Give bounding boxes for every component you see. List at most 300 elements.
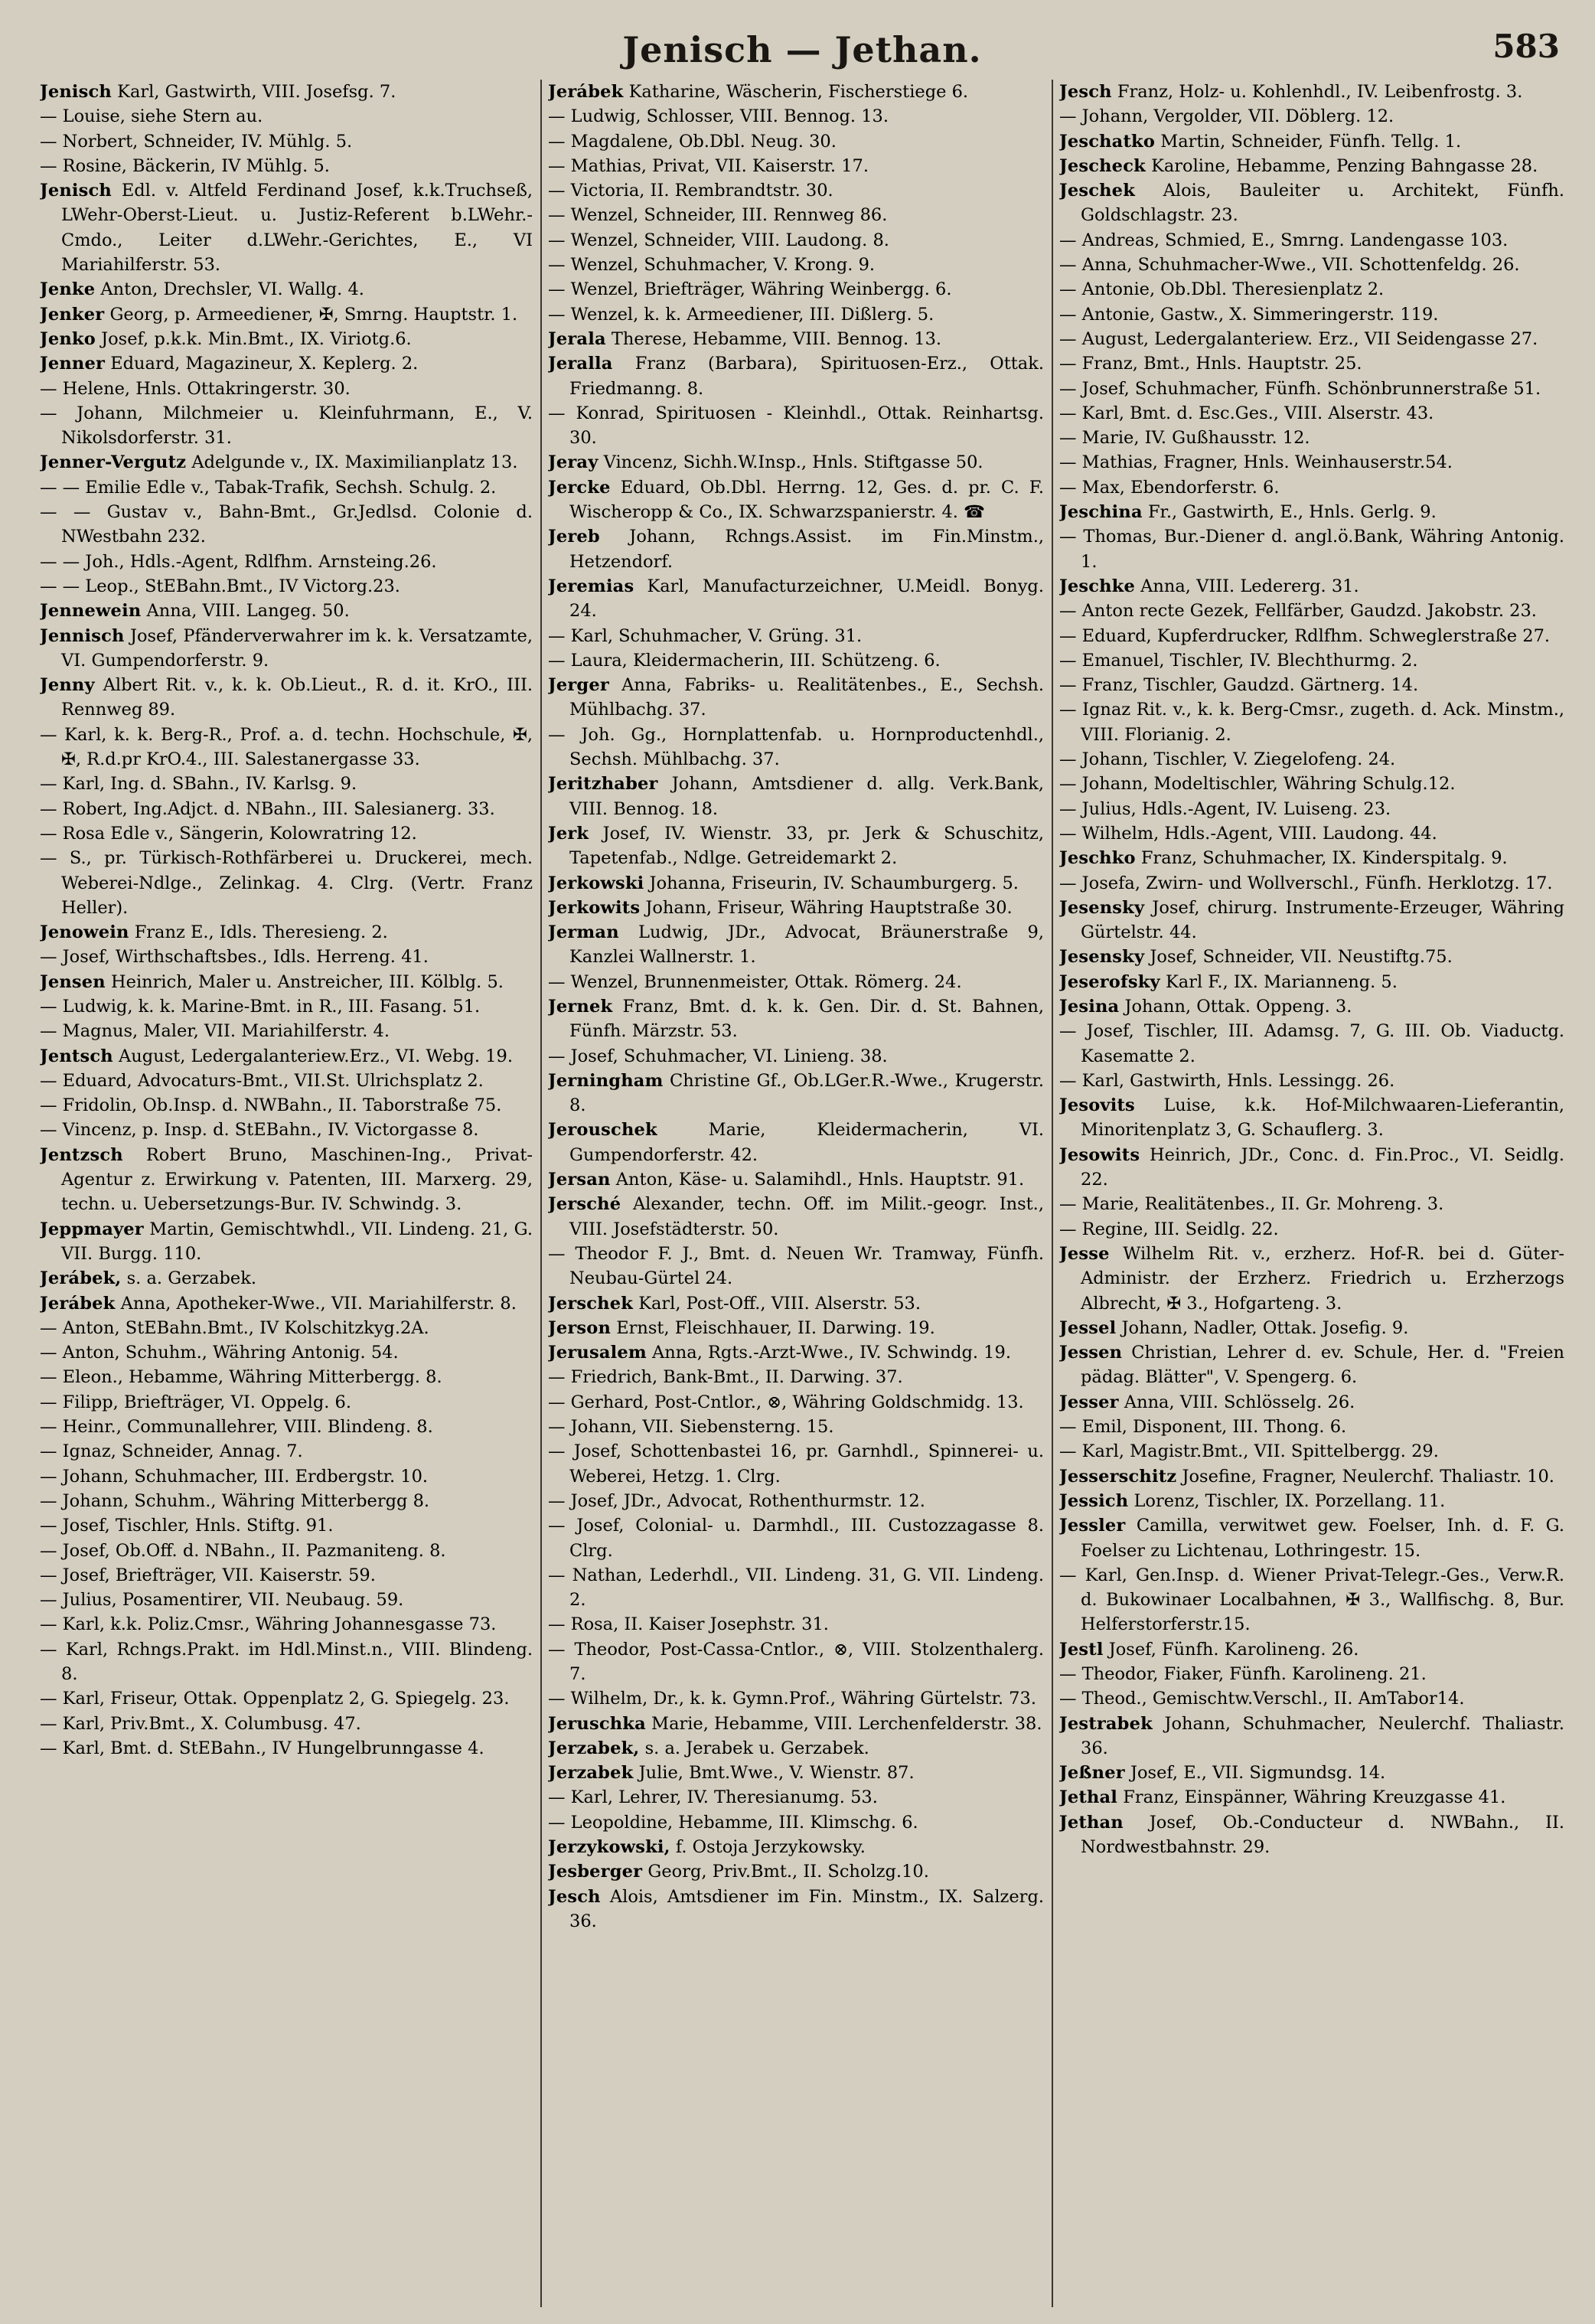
directory-entry (40, 1069, 533, 1093)
entry-surname: Jerzykowski, (548, 1837, 670, 1858)
directory-entry (40, 1712, 533, 1736)
entry-text: — Josef, Colonial- u. Darmhdl., III. Custozzagasse 8. Clrg. (548, 1516, 1044, 1561)
entry-text: — Rosa, II. Kaiser Josephstr. 31. (548, 1614, 829, 1635)
entry-text: Anna, VIII. Schlösselg. 26. (1124, 1392, 1355, 1412)
directory-entry (1059, 871, 1564, 896)
entry-surname: Jesberger (548, 1862, 643, 1882)
directory-entry (1059, 1686, 1564, 1711)
directory-entry (1059, 648, 1564, 673)
directory-entry (548, 1761, 1044, 1785)
directory-columns (40, 80, 1564, 2307)
directory-entry (1059, 1143, 1564, 1193)
directory-entry (40, 1143, 533, 1217)
entry-text: — Magdalene, Ob.Dbl. Neug. 30. (548, 131, 837, 152)
entry-text: Martin, Schneider, Fünfh. Tellg. 1. (1160, 131, 1462, 152)
directory-entry (1059, 1712, 1564, 1761)
directory-entry (1059, 1217, 1564, 1242)
directory-entry (1059, 1513, 1564, 1563)
entry-text: Edl. v. Altfeld Ferdinand Josef, k.k.Truchseß, LWehr-Oberst-Lieut. u. Justiz-Referent b.LWehr.-Cmdo., Leiter d.LWehr.-Gerichtes, E., VI Mariahilferstr. 53. (61, 181, 533, 276)
entry-text: Luise, k.k. Hof-Milchwaaren-Lieferantin, Minoritenplatz 3, G. Schauflerg. 3. (1081, 1095, 1564, 1141)
directory-entry (40, 945, 533, 969)
directory-entry (1059, 154, 1564, 178)
entry-text: — Wenzel, Schneider, III. Rennweg 86. (548, 205, 888, 226)
entry-text: Wilhelm Rit. v., erzherz. Hof-R. bei d. Güter-Administr. der Erzherz. Friedrich u. Erzherzogs Albrecht, ✠ 3., Hofgarteng. 3. (1081, 1243, 1564, 1314)
entry-text: Josef, chirurg. Instrumente-Erzeuger, Währing Gürtelstr. 44. (1081, 897, 1564, 943)
entry-surname: Jerábek (40, 1293, 116, 1314)
entry-text: Karoline, Hebamme, Penzing Bahngasse 28. (1151, 155, 1538, 176)
directory-entry (40, 1365, 533, 1389)
entry-text: — Eleon., Hebamme, Währing Mitterbergg. 8. (40, 1367, 442, 1388)
entry-text: Anna, Apotheker-Wwe., VII. Mariahilferstr. 8. (120, 1293, 517, 1314)
directory-entry (1059, 945, 1564, 969)
entry-text: — Emanuel, Tischler, IV. Blechthurmg. 2. (1059, 650, 1418, 671)
entry-text: Anna, VIII. Langeg. 50. (146, 601, 350, 622)
directory-entry (40, 1612, 533, 1637)
entry-text: Johann, Nadler, Ottak. Josefig. 9. (1121, 1317, 1409, 1338)
directory-entry (1059, 1637, 1564, 1662)
entry-text: — Johann, Milchmeier u. Kleinfuhrmann, E., V. Nikolsdorferstr. 31. (40, 403, 533, 449)
directory-entry (40, 1736, 533, 1761)
entry-surname: Jesina (1059, 996, 1120, 1017)
directory-entry (1059, 178, 1564, 228)
directory-entry (40, 723, 533, 772)
entry-text: — Max, Ebendorferstr. 6. (1059, 477, 1280, 498)
page-number: 583 (1492, 28, 1560, 65)
entry-surname: Jerala (548, 328, 606, 349)
directory-entry (548, 351, 1044, 401)
entry-text: Georg, p. Armeediener, ✠, Smrng. Hauptstr. 1. (109, 304, 518, 325)
entry-surname: Jeray (548, 452, 599, 473)
directory-entry (40, 550, 533, 574)
entry-text: — Karl, Bmt. d. StEBahn., IV Hungelbrunngasse 4. (40, 1738, 484, 1758)
entry-surname: Jeschatko (1059, 131, 1156, 152)
directory-entry (548, 80, 1044, 104)
entry-text: — Julius, Posamentirer, VII. Neubaug. 59. (40, 1590, 404, 1611)
entry-surname: Jesovits (1059, 1095, 1135, 1116)
directory-entry (40, 178, 533, 277)
entry-text: — Johann, Schuhm., Währing Mitterbergg 8. (40, 1490, 430, 1511)
entry-surname: Jereb (548, 527, 600, 547)
entry-text: Johann, Friseur, Währing Hauptstraße 30. (645, 897, 1013, 918)
entry-surname: Jessen (1059, 1343, 1123, 1363)
directory-entry (548, 1415, 1044, 1439)
entry-text: Josef, Schneider, VII. Neustiftg.75. (1150, 947, 1453, 968)
entry-text: — Eduard, Kupferdrucker, Rdlfhm. Schweglerstraße 27. (1059, 625, 1551, 646)
directory-entry (40, 302, 533, 327)
entry-text: — Franz, Bmt., Hnls. Hauptstr. 25. (1059, 354, 1362, 374)
entry-text: Franz, Schuhmacher, IX. Kinderspitalg. 9. (1140, 848, 1508, 869)
entry-surname: Jennisch (40, 625, 125, 646)
directory-entry (1059, 673, 1564, 697)
entry-surname: Jesser (1059, 1392, 1119, 1412)
directory-entry (40, 772, 533, 796)
entry-surname: Jenner-Vergutz (40, 452, 187, 473)
entry-text: — Emil, Disponent, III. Thong. 6. (1059, 1417, 1347, 1438)
column-3 (1059, 80, 1564, 2307)
entry-text: Heinrich, Maler u. Anstreicher, III. Kölblg. 5. (111, 971, 504, 992)
entry-text: — Karl, Magistr.Bmt., VII. Spittelbergg. 29. (1059, 1441, 1439, 1462)
entry-text: Franz E., Idls. Theresieng. 2. (134, 922, 388, 943)
entry-text: Fr., Gastwirth, E., Hnls. Gerlg. 9. (1147, 502, 1437, 523)
entry-text: — Johann, Tischler, V. Ziegelofeng. 24. (1059, 749, 1396, 770)
entry-text: Karl F., IX. Marianneng. 5. (1165, 971, 1398, 992)
entry-text: — — Emilie Edle v., Tabak-Trafik, Sechsh. Schulg. 2. (40, 477, 497, 498)
directory-entry (548, 1563, 1044, 1613)
directory-entry (40, 1291, 533, 1316)
entry-surname: Jessel (1059, 1317, 1117, 1338)
directory-entry (1059, 1093, 1564, 1143)
entry-text: Anna, Rgts.-Arzt-Wwe., IV. Schwindg. 19. (652, 1343, 1011, 1363)
entry-text: Franz, Bmt. d. k. k. Gen. Dir. d. St. Bahnen, Fünfh. Märzstr. 53. (569, 996, 1044, 1042)
directory-entry (1059, 351, 1564, 376)
entry-text: Franz (Barbara), Spirituosen-Erz., Ottak. Friedmanng. 8. (569, 354, 1044, 399)
directory-entry (40, 846, 533, 920)
directory-entry (40, 970, 533, 994)
directory-entry (1059, 970, 1564, 994)
entry-surname: Jenner (40, 354, 106, 374)
directory-entry (1059, 327, 1564, 351)
entry-text: — Anna, Schuhmacher-Wwe., VII. Schottenfeldg. 26. (1059, 255, 1520, 276)
directory-entry (548, 1810, 1044, 1835)
entry-text: f. Ostoja Jerzykowsky. (675, 1837, 866, 1858)
entry-surname: Jenny (40, 675, 95, 696)
entry-text: — Theodor F. J., Bmt. d. Neuen Wr. Tramway, Fünfh. Neubau-Gürtel 24. (548, 1243, 1044, 1289)
directory-entry (548, 1859, 1044, 1884)
directory-entry (548, 327, 1044, 351)
directory-entry (1059, 1316, 1564, 1340)
entry-surname: Jeschko (1059, 848, 1136, 869)
directory-entry (40, 1637, 533, 1687)
entry-text: Camilla, verwitwet gew. Foelser, Inh. d. F. G. Foelser zu Lichtenau, Lothringestr. 15. (1081, 1516, 1564, 1561)
directory-entry (1059, 821, 1564, 846)
directory-entry (1059, 624, 1564, 648)
entry-text: — Theodor, Fiaker, Fünfh. Karolineng. 21. (1059, 1664, 1427, 1684)
entry-text: — Karl, Gastwirth, Hnls. Lessingg. 26. (1059, 1070, 1395, 1091)
entry-text: — Josef, Ob.Off. d. NBahn., II. Pazmaniteng. 8. (40, 1540, 446, 1561)
entry-text: — Johann, VII. Siebensterng. 15. (548, 1417, 834, 1438)
directory-entry (548, 896, 1044, 920)
entry-surname: Jeritzhaber (548, 774, 658, 795)
directory-entry (40, 1266, 533, 1291)
directory-entry (1059, 228, 1564, 253)
directory-entry (40, 1415, 533, 1439)
entry-text: — Karl, Priv.Bmt., X. Columbusg. 47. (40, 1713, 361, 1734)
entry-text: — Regine, III. Seidlg. 22. (1059, 1219, 1279, 1239)
entry-surname: Jerk (548, 823, 589, 844)
directory-entry (1059, 1069, 1564, 1093)
entry-surname: Jesserschitz (1059, 1466, 1177, 1487)
column-divider (1052, 80, 1053, 2307)
directory-entry (548, 723, 1044, 772)
directory-entry (40, 1340, 533, 1365)
entry-surname: Jerusalem (548, 1343, 647, 1363)
column-divider (540, 80, 542, 2307)
directory-entry (548, 648, 1044, 673)
entry-surname: Jerson (548, 1317, 612, 1338)
directory-entry (1059, 1761, 1564, 1785)
entry-text: — Johann, Schuhmacher, III. Erdbergstr. 10. (40, 1466, 429, 1487)
directory-entry (40, 277, 533, 302)
directory-entry (1059, 401, 1564, 426)
directory-entry (1059, 500, 1564, 524)
entry-text: — Karl, Ing. d. SBahn., IV. Karlsg. 9. (40, 774, 357, 795)
directory-entry (40, 599, 533, 623)
directory-entry (40, 1686, 533, 1711)
directory-entry (40, 1316, 533, 1340)
directory-entry (548, 277, 1044, 302)
entry-text: — Antonie, Gastw., X. Simmeringerstr. 119. (1059, 304, 1439, 325)
directory-entry (40, 1217, 533, 1267)
entry-surname: Jestl (1059, 1639, 1104, 1660)
entry-surname: Jentzsch (40, 1144, 123, 1165)
entry-surname: Jerschek (548, 1293, 634, 1314)
directory-entry (1059, 1242, 1564, 1316)
directory-entry (548, 1439, 1044, 1489)
entry-text: — Anton, StEBahn.Bmt., IV Kolschitzkyg.2A. (40, 1317, 429, 1338)
entry-surname: Jescheck (1059, 155, 1146, 176)
directory-entry (40, 1588, 533, 1612)
directory-entry (40, 1044, 533, 1069)
directory-entry (548, 129, 1044, 154)
entry-text: Ernst, Fleischhauer, II. Darwing. 19. (616, 1317, 935, 1338)
directory-entry (548, 253, 1044, 277)
entry-surname: Jenisch (40, 82, 112, 102)
entry-text: Alexander, techn. Off. im Milit.-geogr. Inst., VIII. Josefstädterstr. 50. (569, 1194, 1044, 1239)
directory-entry (40, 821, 533, 846)
directory-entry (40, 80, 533, 104)
entry-text: Alois, Bauleiter u. Architekt, Fünfh. Goldschlagstr. 23. (1081, 181, 1564, 226)
entry-text: — Louise, siehe Stern au. (40, 106, 263, 127)
directory-entry (548, 1316, 1044, 1340)
entry-text: — Thomas, Bur.-Diener d. angl.ö.Bank, Währing Antonig. 1. (1059, 527, 1564, 572)
directory-entry (40, 327, 533, 351)
directory-entry (40, 1489, 533, 1513)
entry-text: Martin, Gemischtwhdl., VII. Lindeng. 21, G. VII. Burgg. 110. (61, 1219, 533, 1264)
entry-text: — Josef, Tischler, Hnls. Stiftg. 91. (40, 1516, 334, 1536)
entry-text: Albert Rit. v., k. k. Ob.Lieut., R. d. it. KrO., III. Rennweg 89. (61, 675, 533, 720)
directory-entry (548, 994, 1044, 1044)
entry-text: — Josefa, Zwirn- und Wollverschl., Fünfh. Herklotzg. 17. (1059, 873, 1553, 893)
directory-entry (1059, 80, 1564, 104)
entry-text: Franz, Einspänner, Währing Kreuzgasse 41. (1123, 1787, 1506, 1808)
directory-entry (548, 154, 1044, 178)
directory-entry (40, 1464, 533, 1489)
entry-surname: Jerkowits (548, 897, 641, 918)
directory-entry (40, 1118, 533, 1142)
entry-text: Johanna, Friseurin, IV. Schaumburgerg. 5. (649, 873, 1019, 893)
directory-entry (1059, 426, 1564, 450)
directory-entry (1059, 1192, 1564, 1216)
directory-entry (548, 871, 1044, 896)
entry-surname: Jenisch (40, 181, 112, 201)
directory-entry (40, 1093, 533, 1118)
directory-entry (548, 1835, 1044, 1859)
directory-entry (548, 821, 1044, 871)
entry-text: — Fridolin, Ob.Insp. d. NWBahn., II. Taborstraße 75. (40, 1095, 502, 1116)
entry-text: Franz, Holz- u. Kohlenhdl., IV. Leibenfrostg. 3. (1117, 82, 1523, 102)
directory-entry (548, 450, 1044, 475)
entry-text: — Wenzel, k. k. Armeediener, III. Dißlerg. 5. (548, 304, 934, 325)
entry-text: Ludwig, JDr., Advocat, Bräunerstraße 9, Kanzlei Wallnerstr. 1. (569, 922, 1044, 968)
directory-entry (1059, 129, 1564, 154)
entry-text: — Robert, Ing.Adjct. d. NBahn., III. Salesianerg. 33. (40, 798, 495, 819)
entry-text: — Karl, Rchngs.Prakt. im Hdl.Minst.n., VIII. Blindeng. 8. (40, 1639, 533, 1684)
entry-text: — — Joh., Hdls.-Agent, Rdlfhm. Arnsteing.26. (40, 551, 437, 572)
entry-text: — Konrad, Spirituosen - Kleinhdl., Ottak. Reinhartsg. 30. (548, 403, 1044, 449)
entry-text: — Ludwig, k. k. Marine-Bmt. in R., III. Fasang. 51. (40, 996, 481, 1017)
entry-text: — Wenzel, Schneider, VIII. Laudong. 8. (548, 230, 889, 250)
directory-entry (1059, 475, 1564, 500)
directory-entry (40, 624, 533, 674)
entry-text: Anton, Drechsler, VI. Wallg. 4. (100, 279, 364, 300)
directory-entry (1059, 277, 1564, 302)
directory-entry (548, 970, 1044, 994)
entry-text: — — Gustav v., Bahn-Bmt., Gr.Jedlsd. Colonie d. NWestbahn 232. (40, 502, 533, 547)
entry-surname: Jeppmayer (40, 1219, 144, 1239)
directory-entry (1059, 377, 1564, 401)
entry-text: — Nathan, Lederhdl., VII. Lindeng. 31, G. VII. Lindeng. 2. (548, 1565, 1044, 1611)
entry-text: Johann, Amtsdiener d. allg. Verk.Bank, VIII. Bennog. 18. (569, 774, 1044, 819)
directory-entry (40, 450, 533, 475)
entry-text: — Karl, k.k. Poliz.Cmsr., Währing Johannesgasse 73. (40, 1614, 497, 1635)
directory-entry (40, 797, 533, 821)
entry-text: — Johann, Modeltischler, Währing Schulg.12. (1059, 774, 1456, 795)
entry-text: August, Ledergalanteriew.Erz., VI. Webg. 19. (119, 1046, 513, 1066)
directory-entry (40, 401, 533, 451)
entry-text: — Eduard, Advocaturs-Bmt., VII.St. Ulrichsplatz 2. (40, 1070, 484, 1091)
directory-entry (548, 475, 1044, 525)
directory-entry (548, 1242, 1044, 1291)
entry-surname: Jenke (40, 279, 96, 300)
entry-surname: Jesch (1059, 82, 1112, 102)
entry-text: — Anton, Schuhm., Währing Antonig. 54. (40, 1343, 399, 1363)
entry-text: — Josef, Briefträger, VII. Kaiserstr. 59. (40, 1565, 376, 1585)
entry-text: — Wenzel, Briefträger, Währing Weinbergg. 6. (548, 279, 952, 300)
directory-entry (40, 1390, 533, 1415)
directory-entry (548, 1069, 1044, 1118)
entry-text: — Wenzel, Schuhmacher, V. Krong. 9. (548, 255, 876, 276)
entry-text: — Antonie, Ob.Dbl. Theresienplatz 2. (1059, 279, 1385, 300)
entry-text: Johann, Ottak. Oppeng. 3. (1124, 996, 1352, 1017)
entry-text: — Karl, Gen.Insp. d. Wiener Privat-Telegr.-Ges., Verw.R. d. Bukowinaer Localbahnen, ✠ 3., Wallfischg. 8, Bur. Helferstorferstr.15. (1059, 1565, 1564, 1635)
directory-entry (1059, 1464, 1564, 1489)
entry-surname: Jessich (1059, 1490, 1129, 1511)
entry-text: Adelgunde v., IX. Maximilianplatz 13. (191, 452, 518, 473)
entry-text: — Karl, k. k. Berg-R., Prof. a. d. techn. Hochschule, ✠, ✠, R.d.pr KrO.4., III. Salestanergasse 33. (40, 724, 533, 770)
entry-text: Christian, Lehrer d. ev. Schule, Her. d. "Freien pädag. Blätter", V. Spengerg. 6. (1081, 1343, 1564, 1388)
entry-surname: Jerkowski (548, 873, 644, 893)
entry-surname: Jennewein (40, 601, 142, 622)
entry-text: — Wilhelm, Dr., k. k. Gymn.Prof., Währing Gürtelstr. 73. (548, 1689, 1036, 1709)
entry-surname: Jethal (1059, 1787, 1118, 1808)
entry-surname: Jerouschek (548, 1120, 657, 1141)
directory-entry (1059, 994, 1564, 1019)
directory-entry (1059, 1662, 1564, 1686)
directory-entry (548, 574, 1044, 624)
entry-text: — Magnus, Maler, VII. Mariahilferstr. 4. (40, 1021, 390, 1042)
entry-text: Therese, Hebamme, VIII. Bennog. 13. (611, 328, 942, 349)
entry-surname: Jeschek (1059, 181, 1135, 201)
entry-surname: Jentsch (40, 1046, 113, 1066)
entry-text: Josef, Ob.-Conducteur d. NWBahn., II. Nordwestbahnstr. 29. (1081, 1812, 1564, 1858)
entry-text: — Karl, Schuhmacher, V. Grüng. 31. (548, 625, 863, 646)
entry-text: — Josef, Tischler, III. Adamsg. 7, G. III. Ob. Viaductg. Kasematte 2. (1059, 1021, 1564, 1066)
entry-surname: Jerzabek, (548, 1738, 640, 1758)
entry-text: — Karl, Lehrer, IV. Theresianumg. 53. (548, 1787, 878, 1808)
entry-text: Karl, Manufacturzeichner, U.Meidl. Bonyg. 24. (569, 576, 1044, 622)
entry-text: Anna, VIII. Ledererg. 31. (1140, 576, 1359, 596)
directory-entry (1059, 1340, 1564, 1390)
entry-text: Karl, Post-Off., VIII. Alserstr. 53. (638, 1293, 921, 1314)
entry-surname: Jeserofsky (1059, 971, 1160, 992)
directory-entry (548, 1192, 1044, 1242)
entry-surname: Jenowein (40, 922, 129, 943)
entry-text: — August, Ledergalanteriew. Erz., VII Seidengasse 27. (1059, 328, 1538, 349)
directory-entry (40, 673, 533, 723)
directory-entry (40, 1539, 533, 1563)
directory-entry (548, 1167, 1044, 1192)
directory-entry (548, 1785, 1044, 1810)
directory-entry (548, 624, 1044, 648)
entry-surname: Jeremias (548, 576, 634, 596)
directory-entry (40, 351, 533, 376)
entry-text: — Ludwig, Schlosser, VIII. Bennog. 13. (548, 106, 889, 127)
page-header (40, 15, 1564, 81)
entry-text: — Laura, Kleidermacherin, III. Schützeng. 6. (548, 650, 941, 671)
directory-entry (548, 401, 1044, 451)
entry-surname: Jestrabek (1059, 1713, 1153, 1734)
directory-entry (40, 1563, 533, 1588)
directory-entry (1059, 450, 1564, 475)
directory-entry (548, 1291, 1044, 1316)
entry-text: — Victoria, II. Rembrandtstr. 30. (548, 181, 833, 201)
entry-text: Vincenz, Sichh.W.Insp., Hnls. Stiftgasse 50. (603, 452, 983, 473)
entry-surname: Jesensky (1059, 897, 1145, 918)
entry-text: — Julius, Hdls.-Agent, IV. Luiseng. 23. (1059, 798, 1391, 819)
directory-entry (548, 920, 1044, 970)
entry-text: — Rosine, Bäckerin, IV Mühlg. 5. (40, 155, 330, 176)
entry-text: — Ignaz, Schneider, Annag. 7. (40, 1441, 303, 1462)
entry-text: Christine Gf., Ob.LGer.R.-Wwe., Krugerstr. 8. (569, 1070, 1044, 1116)
entry-text: — Gerhard, Post-Cntlor., ⊗, Währing Goldschmidg. 13. (548, 1392, 1024, 1412)
entry-text: — Leopoldine, Hebamme, III. Klimschg. 6. (548, 1812, 918, 1833)
entry-text: — — Leop., StEBahn.Bmt., IV Victorg.23. (40, 576, 400, 596)
entry-surname: Jerzabek (548, 1763, 634, 1784)
entry-text: Eduard, Ob.Dbl. Herrng. 12, Ges. d. pr. C. F. Wischeropp & Co., IX. Schwarzspanierstr. 4. ☎ (569, 477, 1044, 523)
directory-entry (40, 920, 533, 945)
entry-text: Josef, IV. Wienstr. 33, pr. Jerk & Schuschitz, Tapetenfab., Ndlge. Getreidemarkt 2. (569, 823, 1044, 869)
entry-text: Eduard, Magazineur, X. Keplerg. 2. (110, 354, 419, 374)
directory-entry (1059, 1489, 1564, 1513)
directory-entry (548, 1044, 1044, 1069)
directory-entry (40, 994, 533, 1019)
entry-text: — Andreas, Schmied, E., Smrng. Landengasse 103. (1059, 230, 1509, 250)
entry-text: s. a. Gerzabek. (126, 1268, 257, 1289)
entry-text: — Friedrich, Bank-Bmt., II. Darwing. 37. (548, 1367, 903, 1388)
entry-text: — Josef, Schuhmacher, Fünfh. Schönbrunnerstraße 51. (1059, 378, 1541, 399)
directory-entry (40, 154, 533, 178)
directory-entry (548, 1885, 1044, 1934)
entry-text: — Norbert, Schneider, IV. Mühlg. 5. (40, 131, 353, 152)
directory-entry (1059, 302, 1564, 327)
entry-surname: Jersché (548, 1194, 621, 1215)
directory-entry (548, 673, 1044, 723)
directory-entry (548, 1686, 1044, 1711)
directory-entry (1059, 1019, 1564, 1069)
entry-surname: Jerger (548, 675, 609, 696)
entry-text: — Josef, Wirthschaftsbes., Idls. Herreng. 41. (40, 947, 429, 968)
column-2 (548, 80, 1044, 2307)
